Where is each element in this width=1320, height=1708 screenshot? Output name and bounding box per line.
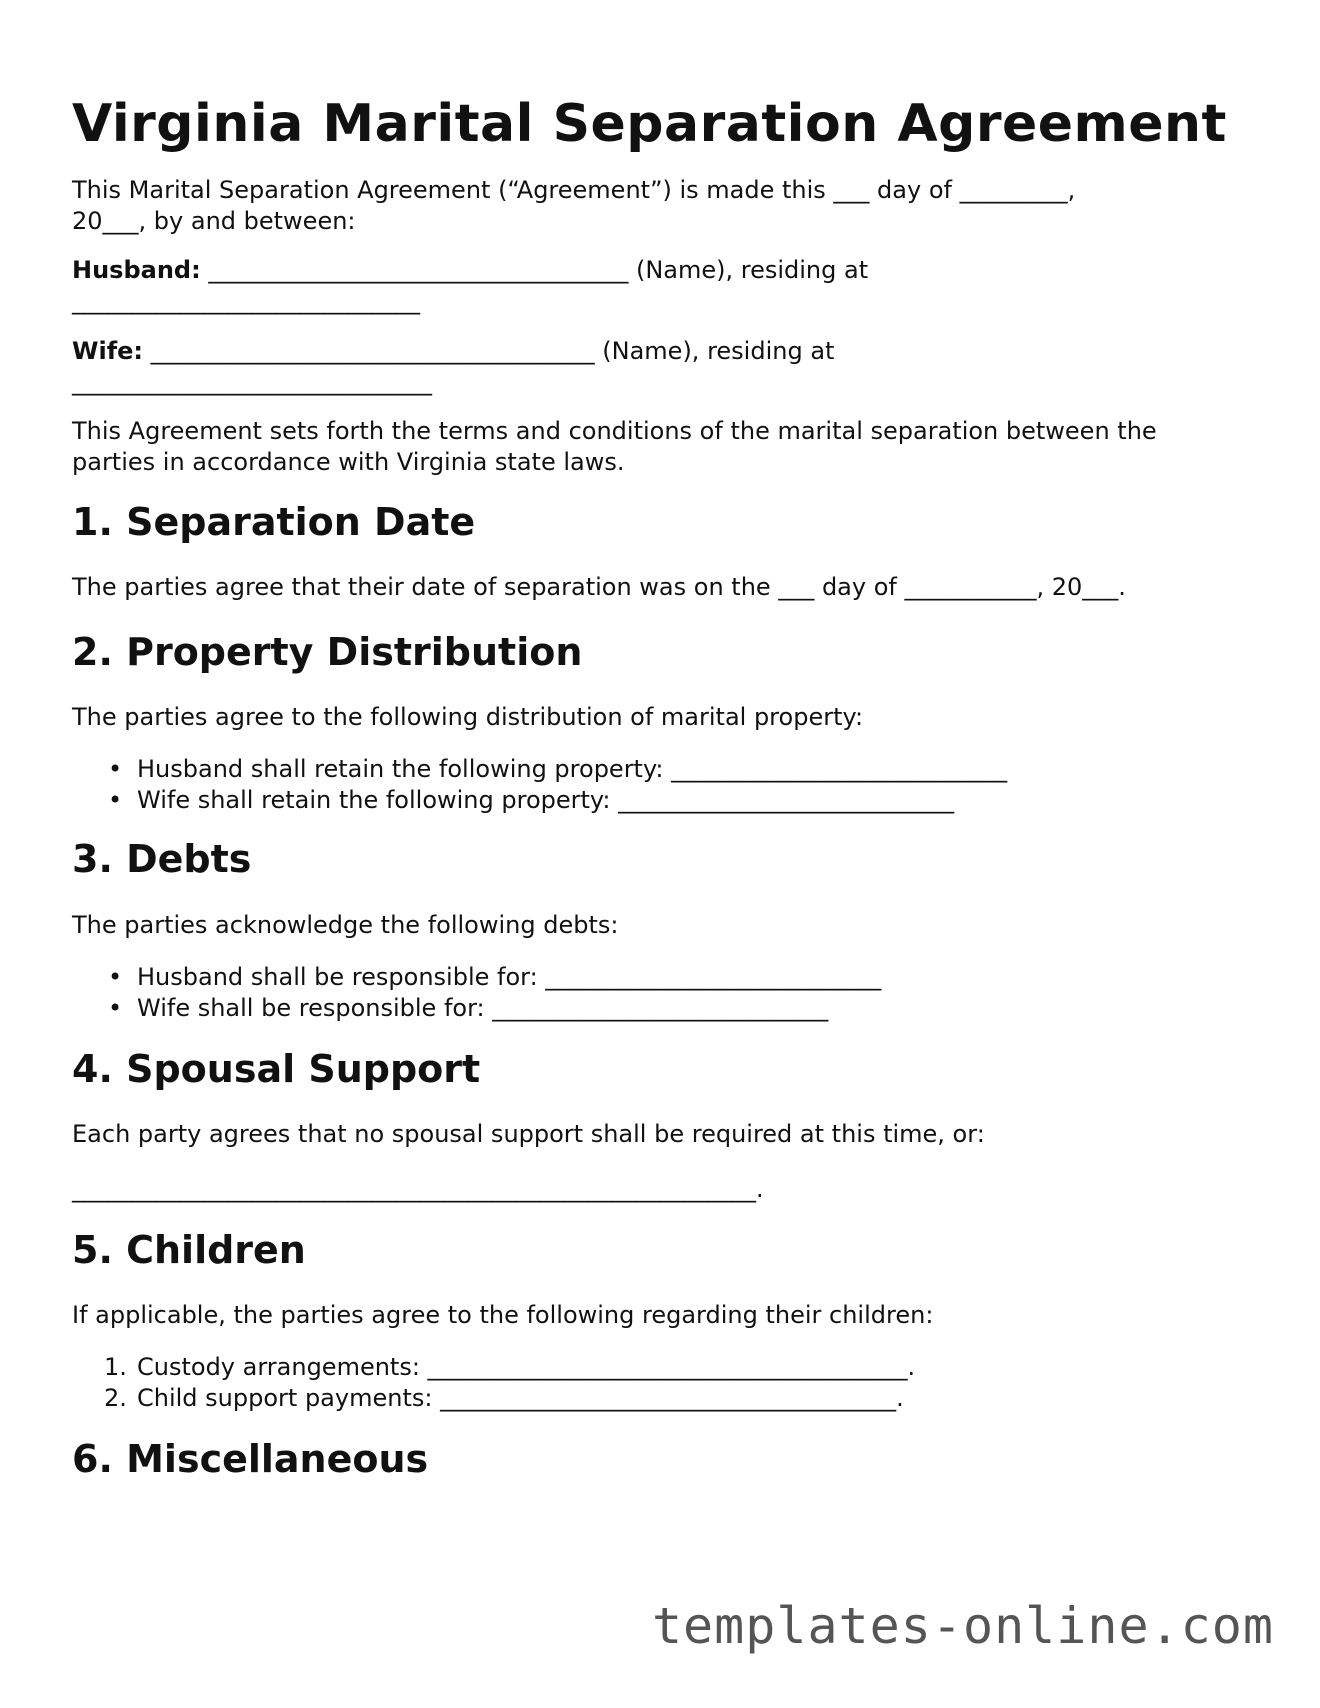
bullet-icon: • [108,963,123,991]
husband-paragraph [72,255,868,317]
list-item-text: Custody arrangements: ________________________________________. [137,1353,916,1381]
wife-line-2: ______________________________ [72,368,432,396]
bullet-icon: • [108,755,123,783]
children-text: If applicable, the parties agree to the following regarding their children: [72,1301,934,1329]
bullet-icon: • [108,994,123,1022]
page-title: Virginia Marital Separation Agreement [72,94,1227,154]
debts-list [72,962,881,1024]
watermark-text: templates-online.com [651,1597,1274,1655]
property-text: The parties agree to the following distribution of marital property: [72,703,864,731]
intro-paragraph [72,175,1075,237]
list-item [72,1352,915,1383]
section-heading-property: 2. Property Distribution [72,630,583,674]
purpose-line-1: This Agreement sets forth the terms and conditions of the marital separation between the [72,417,1157,445]
husband-line-1: ___________________________________ (Name), residing at [200,256,869,284]
intro-line-2: 20___, by and between: [72,207,356,235]
property-list [72,754,1007,816]
debts-text: The parties acknowledge the following debts: [72,911,619,939]
separation-date-text: The parties agree that their date of separation was on the ___ day of ___________, 20___. [72,573,1126,601]
list-item [72,754,1007,785]
wife-paragraph [72,336,834,398]
list-item [72,993,881,1024]
intro-line-1: This Marital Separation Agreement (“Agreement”) is made this ___ day of _________, [72,176,1076,204]
list-item-text: Wife shall be responsible for: ____________________________ [137,994,829,1022]
husband-label: Husband: [72,256,201,284]
list-item [72,785,1007,816]
list-item [72,962,881,993]
list-item-text: Husband shall retain the following property: ____________________________ [137,755,1008,783]
section-heading-separation-date: 1. Separation Date [72,500,476,544]
husband-line-2: _____________________________ [72,287,420,315]
bullet-icon: • [108,786,123,814]
purpose-paragraph [72,416,1157,478]
section-heading-debts: 3. Debts [72,837,252,881]
list-item-text: Wife shall retain the following property: ____________________________ [137,786,955,814]
section-heading-children: 5. Children [72,1228,306,1272]
children-list [72,1352,915,1414]
list-item [72,1383,915,1414]
list-item-text: Husband shall be responsible for: ____________________________ [137,963,882,991]
spousal-support-text: Each party agrees that no spousal support shall be required at this time, or: [72,1120,985,1148]
section-heading-spousal-support: 4. Spousal Support [72,1047,481,1091]
list-number: 2. [104,1384,127,1412]
wife-line-1: _____________________________________ (Name), residing at [143,337,835,365]
list-item-text: Child support payments: ______________________________________. [137,1384,904,1412]
purpose-line-2: parties in accordance with Virginia state laws. [72,448,625,476]
section-heading-miscellaneous: 6. Miscellaneous [72,1437,429,1481]
wife-label: Wife: [72,337,144,365]
spousal-support-blank: _________________________________________________________. [72,1175,764,1203]
list-number: 1. [104,1353,127,1381]
